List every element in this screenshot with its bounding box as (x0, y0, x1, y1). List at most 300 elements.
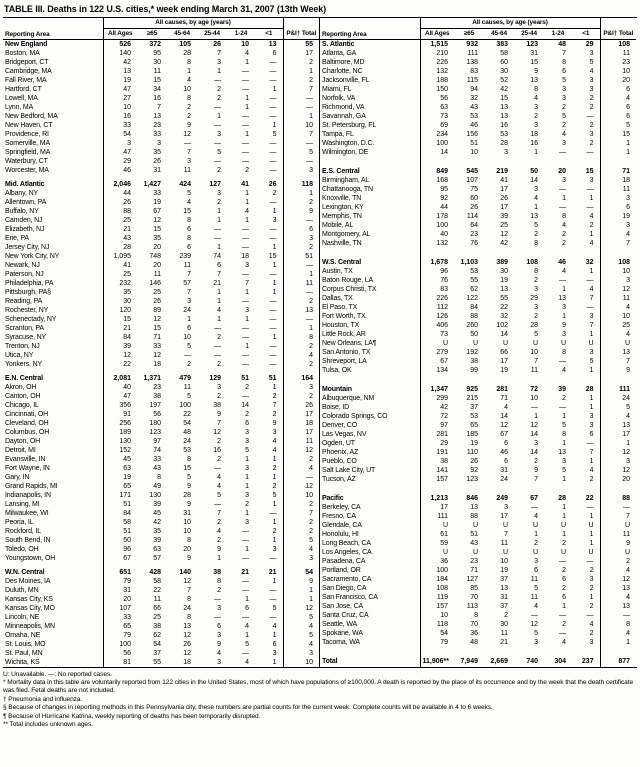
value-cell: 83 (420, 285, 454, 294)
value-cell: 3 (504, 503, 508, 511)
value-cell: 3 (589, 76, 594, 84)
value-cell: — (283, 139, 319, 148)
value-cell: 1 (283, 586, 319, 595)
value-cell: 5 (534, 330, 538, 338)
value-cell: 88 (470, 312, 478, 320)
value-cell: 56 (103, 649, 137, 658)
value-cell: 17 (500, 203, 508, 211)
value-cell: 3 (217, 383, 221, 391)
table-row (320, 112, 636, 121)
value-cell: 71 (153, 333, 161, 341)
value-cell: 107 (103, 604, 137, 613)
table-row (320, 339, 636, 348)
value-cell: 58 (500, 49, 508, 57)
reporting-area-cell: Philadelphia, PA (5, 279, 54, 287)
value-cell: 3 (589, 421, 594, 429)
value-cell: 5 (245, 446, 249, 454)
table-row (320, 157, 636, 176)
value-cell: 1 (245, 455, 249, 463)
value-cell: 54 (103, 130, 137, 139)
value-cell: 37 (153, 649, 161, 657)
value-cell: 6 (272, 640, 277, 648)
reporting-area-cell: Sacramento, CA (322, 575, 372, 583)
table-row (3, 39, 319, 49)
value-cell: 53 (470, 267, 478, 275)
value-cell: 3 (217, 189, 221, 197)
value-cell: 47 (103, 148, 137, 157)
value-cell: 66 (500, 348, 508, 356)
value-cell: 49 (153, 482, 161, 490)
value-cell: 1 (272, 121, 277, 129)
reporting-area-cell: Detroit, MI (5, 446, 36, 454)
value-cell: 237 (581, 658, 594, 666)
value-cell: 197 (149, 401, 161, 409)
value-cell: 42 (500, 85, 508, 93)
value-cell: 1 (245, 94, 249, 102)
value-cell: 141 (420, 466, 454, 475)
reporting-area-cell: Las Vegas, NV (322, 430, 367, 438)
value-cell: 2 (562, 394, 566, 402)
table-row (3, 67, 319, 76)
value-cell: 85 (470, 584, 478, 592)
value-cell: 7 (283, 85, 319, 94)
value-cell: — (242, 139, 249, 147)
value-cell: 88 (103, 207, 137, 216)
value-cell: 2 (283, 58, 319, 67)
value-cell: 11 (183, 383, 191, 391)
value-cell: 11 (530, 593, 538, 601)
value-cell: 7 (600, 239, 636, 248)
value-cell: 13 (500, 285, 508, 293)
value-cell: 111 (420, 512, 454, 521)
value-cell: 1 (272, 207, 277, 215)
table-row (320, 484, 636, 503)
reporting-area-cell: Houston, TX (322, 321, 360, 329)
value-cell: 1 (534, 203, 538, 211)
reporting-area-cell: Tacoma, WA (322, 638, 360, 646)
value-cell: 51 (103, 500, 137, 509)
value-cell: — (586, 203, 594, 211)
value-cell: 2 (589, 94, 594, 102)
value-cell: 11 (283, 437, 319, 446)
value-cell: 3 (534, 185, 538, 193)
reporting-area-cell: Omaha, NE (5, 631, 41, 639)
value-cell: 31 (530, 49, 538, 57)
value-cell: 1 (562, 512, 566, 520)
value-cell: 9 (562, 321, 566, 329)
col-header-45-64: 45-64 (167, 29, 197, 40)
value-cell: 118 (420, 620, 454, 629)
value-cell: 54 (283, 563, 319, 577)
value-cell: — (586, 439, 594, 447)
table-row (3, 351, 319, 360)
value-cell: 24 (600, 394, 636, 403)
value-cell: 38 (153, 392, 161, 400)
table-row (3, 58, 319, 67)
value-cell: 39 (153, 500, 161, 508)
table-row (3, 527, 319, 536)
reporting-area-cell: Denver, CO (322, 421, 358, 429)
table-row (3, 360, 319, 369)
value-cell: 11 (600, 530, 636, 539)
value-cell: 20 (183, 545, 191, 553)
table-row (3, 658, 319, 667)
reporting-area-cell: Dayton, OH (5, 437, 41, 445)
value-cell: — (242, 351, 249, 359)
value-cell: 4 (217, 649, 221, 657)
value-cell: 1 (283, 595, 319, 604)
value-cell: 11 (500, 629, 508, 637)
value-cell: 130 (149, 491, 161, 499)
footnote-unknown-ages: ** Total includes unknown ages. (3, 720, 93, 728)
value-cell: 3 (562, 85, 566, 93)
value-cell: 107 (466, 176, 478, 184)
value-cell: 7 (562, 49, 566, 57)
reporting-area-cell: Lynn, MA (5, 103, 34, 111)
value-cell: 52 (500, 76, 508, 84)
value-cell: 2 (217, 166, 221, 174)
value-cell: 13 (153, 112, 161, 120)
value-cell: 3 (217, 604, 221, 612)
table-row (3, 234, 319, 243)
value-cell: 13 (600, 348, 636, 357)
footnote-mortality: * Mortality data in this table are voluntarily reported from 122 cities in the United States, most of which have populations of ≥100,000. A death is reported by the place of its occurrence and by the week that the death certificate was filed. Fetal deaths are not included. (3, 678, 634, 695)
value-cell: 31 (153, 166, 161, 174)
table-row (3, 392, 319, 401)
table-row (3, 649, 319, 658)
deaths-table-right-panel (320, 18, 636, 667)
value-cell: 15 (183, 207, 191, 215)
value-cell: 2 (562, 103, 566, 111)
value-cell: 15 (153, 76, 161, 84)
value-cell: 4 (589, 212, 594, 220)
value-cell: 18 (241, 252, 249, 260)
value-cell: 95 (153, 49, 161, 57)
value-cell: 9 (187, 482, 191, 490)
reporting-area-cell: Corpus Christi, TX (322, 285, 377, 293)
value-cell: — (242, 112, 249, 120)
table-row (320, 457, 636, 466)
value-cell: 7 (534, 357, 538, 365)
value-cell: 24 (500, 475, 508, 483)
value-cell: 28 (585, 385, 594, 393)
reporting-area-cell: Milwaukee, WI (5, 509, 49, 517)
value-cell: U (600, 521, 636, 530)
value-cell: 2 (217, 455, 221, 463)
value-cell: 1 (245, 509, 249, 517)
value-cell: 127 (466, 575, 478, 583)
value-cell: 12 (153, 351, 161, 359)
value-cell: 2 (283, 518, 319, 527)
table-row (320, 539, 636, 548)
value-cell: 51 (241, 374, 249, 382)
reporting-area-cell: W.S. Central (322, 258, 362, 266)
value-cell: 4 (589, 239, 594, 247)
value-cell: 13 (500, 112, 508, 120)
value-cell: U (420, 339, 454, 348)
value-cell: 4 (187, 76, 191, 84)
value-cell: 108 (600, 248, 636, 267)
reporting-area-cell: Seattle, WA (322, 620, 358, 628)
value-cell: 16 (500, 121, 508, 129)
value-cell: — (283, 94, 319, 103)
value-cell: 1 (562, 602, 566, 610)
reporting-area-cell: Camden, NJ (5, 216, 43, 224)
value-cell: 129 (209, 374, 221, 382)
value-cell: 1,427 (143, 180, 161, 188)
table-row (3, 261, 319, 270)
value-cell: — (269, 554, 277, 562)
value-cell: U (532, 339, 538, 347)
value-cell: — (214, 500, 221, 508)
value-cell: 60 (500, 58, 508, 66)
table-row (3, 225, 319, 234)
value-cell: 2 (245, 166, 249, 174)
value-cell: 132 (420, 67, 454, 76)
value-cell: — (214, 613, 221, 621)
value-cell: 5 (589, 357, 594, 365)
value-cell: 7 (187, 270, 191, 278)
value-cell: 1 (589, 366, 594, 374)
table-row (320, 276, 636, 285)
value-cell: 17 (500, 512, 508, 520)
value-cell: 146 (149, 279, 161, 287)
value-cell: 4 (245, 622, 249, 630)
value-cell: 11 (500, 539, 508, 547)
value-cell: — (242, 148, 249, 156)
value-cell: 4 (589, 67, 594, 75)
value-cell: U (560, 339, 566, 347)
value-cell: — (242, 392, 249, 400)
value-cell: 3 (589, 49, 594, 57)
reporting-area-cell: Memphis, TN (322, 212, 362, 220)
value-cell: 71 (500, 394, 508, 402)
table-row (320, 575, 636, 584)
table-row (320, 593, 636, 602)
reporting-area-cell: Pueblo, CO (322, 457, 357, 465)
table-row (320, 475, 636, 484)
reporting-area-cell: St. Petersburg, FL (322, 121, 377, 129)
value-cell: 2 (589, 584, 594, 592)
value-cell: 3 (589, 575, 594, 583)
value-cell: 2 (504, 611, 508, 619)
value-cell: 38 (420, 457, 454, 466)
value-cell: — (600, 503, 636, 512)
reporting-area-cell: Cincinnati, OH (5, 410, 49, 418)
value-cell: 2 (217, 94, 221, 102)
value-cell: 17 (283, 410, 319, 419)
value-cell: 651 (103, 563, 137, 577)
value-cell: 1 (283, 112, 319, 121)
value-cell: — (586, 611, 594, 619)
table-row (320, 629, 636, 638)
value-cell: 9 (534, 466, 538, 474)
value-cell: — (242, 360, 249, 368)
value-cell: 2 (217, 437, 221, 445)
value-cell: 132 (420, 239, 454, 248)
value-cell: 372 (149, 40, 161, 48)
value-cell: 25 (153, 288, 161, 296)
table-row (3, 121, 319, 130)
value-cell: 7 (157, 103, 161, 111)
value-cell: U (502, 521, 508, 529)
table-row (3, 85, 319, 94)
value-cell: 10 (283, 658, 319, 667)
value-cell: 15 (585, 167, 594, 175)
value-cell: 6 (187, 324, 191, 332)
reporting-area-cell: El Paso, TX (322, 303, 358, 311)
value-cell: — (283, 315, 319, 324)
value-cell: — (586, 557, 594, 565)
value-cell: 1 (272, 631, 277, 639)
table-row (3, 518, 319, 527)
value-cell: — (600, 611, 636, 620)
value-cell: 6 (562, 593, 566, 601)
value-cell: 25 (153, 613, 161, 621)
reporting-area-cell: Mobile, AL (322, 221, 354, 229)
reporting-area-cell: Lansing, MI (5, 500, 40, 508)
value-cell: 479 (179, 374, 191, 382)
value-cell: 88 (600, 484, 636, 503)
value-cell: — (242, 121, 249, 129)
value-cell: 1 (562, 475, 566, 483)
value-cell: 2 (217, 518, 221, 526)
value-cell: 9 (187, 500, 191, 508)
table-row (320, 375, 636, 394)
value-cell: 5 (534, 629, 538, 637)
value-cell: — (531, 503, 538, 511)
reporting-area-cell: Evansville, IN (5, 455, 46, 463)
value-cell: 1 (272, 577, 277, 585)
reporting-area-cell: Savannah, GA (322, 112, 366, 120)
reporting-area-cell: Austin, TX (322, 267, 353, 275)
value-cell: 72 (420, 412, 454, 421)
value-cell: 9 (217, 410, 221, 418)
reporting-area-cell: E.N. Central (5, 374, 43, 382)
value-cell: 16 (530, 139, 538, 147)
reporting-area-cell: Nashville, TN (322, 239, 362, 247)
value-cell: 3 (217, 658, 221, 666)
value-cell: 120 (103, 306, 137, 315)
value-cell: 3 (534, 121, 538, 129)
value-cell: 64 (470, 221, 478, 229)
value-cell: 43 (470, 103, 478, 111)
value-cell: 383 (496, 40, 508, 48)
value-cell: — (214, 351, 221, 359)
value-cell: 20 (153, 261, 161, 269)
value-cell: 4 (272, 437, 277, 445)
value-cell: 89 (153, 306, 161, 314)
value-cell: 32 (500, 312, 508, 320)
value-cell: 299 (420, 394, 454, 403)
reporting-area-cell: Cleveland, OH (5, 419, 49, 427)
table-row (320, 239, 636, 248)
value-cell: 6 (504, 439, 508, 447)
value-cell: — (214, 324, 221, 332)
value-cell: 10 (600, 267, 636, 276)
value-cell: 1 (589, 593, 594, 601)
value-cell: 3 (534, 103, 538, 111)
value-cell: 13 (103, 67, 137, 76)
value-cell: 5 (562, 112, 566, 120)
reporting-area-cell: Somerville, MA (5, 139, 50, 147)
value-cell: 5 (562, 421, 566, 429)
value-cell: 96 (420, 267, 454, 276)
value-cell: 1 (245, 482, 249, 490)
col-header-25-44: 25-44 (197, 29, 227, 40)
value-cell: 2 (283, 76, 319, 85)
value-cell: 20 (600, 475, 636, 484)
value-cell: 18 (530, 130, 538, 138)
value-cell: 71 (600, 157, 636, 176)
value-cell: — (269, 351, 277, 359)
value-cell: 7 (217, 49, 221, 57)
value-cell: — (269, 234, 277, 242)
deaths-table (3, 17, 637, 668)
reporting-area-cell: Schenectady, NY (5, 315, 57, 323)
value-cell: 7 (217, 270, 221, 278)
value-cell: 1 (272, 383, 277, 391)
value-cell: 59 (420, 539, 454, 548)
value-cell: — (269, 225, 277, 233)
table-row (3, 536, 319, 545)
value-cell: 19 (153, 198, 161, 206)
value-cell: 8 (187, 613, 191, 621)
value-cell: 13 (283, 306, 319, 315)
table-row (320, 203, 636, 212)
value-cell: 97 (420, 421, 454, 430)
reporting-area-cell: Syracuse, NY (5, 333, 46, 341)
value-cell: 10 (420, 611, 454, 620)
value-cell: 21 (241, 568, 249, 576)
value-cell: 1,347 (420, 375, 454, 394)
value-cell: 25 (103, 270, 137, 279)
value-cell: — (184, 139, 191, 147)
value-cell: 84 (103, 333, 137, 342)
reporting-area-cell: Berkeley, CA (322, 503, 361, 511)
reporting-area-cell: Lexington, KY (322, 203, 364, 211)
value-cell: 31 (500, 593, 508, 601)
value-cell: — (269, 103, 277, 111)
value-cell: 3 (562, 94, 566, 102)
table-row (3, 563, 319, 577)
value-cell: U (532, 521, 538, 529)
value-cell: 4 (600, 566, 636, 575)
value-cell: 12 (600, 285, 636, 294)
value-cell: 3 (562, 457, 566, 465)
value-cell: 1 (217, 112, 221, 120)
value-cell: 123 (466, 475, 478, 483)
reporting-area-cell: Worcester, MA (5, 166, 49, 174)
value-cell: — (283, 288, 319, 297)
value-cell: 92 (470, 466, 478, 474)
value-cell: 4 (600, 629, 636, 638)
reporting-area-cell: Newark, NJ (5, 261, 40, 269)
value-cell: 1 (217, 67, 221, 75)
table-row (3, 455, 319, 464)
table-row (3, 198, 319, 207)
reporting-area-cell: Erie, PA (5, 234, 29, 242)
value-cell: 2 (283, 392, 319, 401)
value-cell: 14 (500, 330, 508, 338)
value-cell: 55 (153, 658, 161, 666)
value-cell: 232 (103, 279, 137, 288)
value-cell: U (502, 548, 508, 556)
value-cell: 3 (534, 285, 538, 293)
table-row (3, 640, 319, 649)
table-row (3, 315, 319, 324)
table-row (320, 221, 636, 230)
